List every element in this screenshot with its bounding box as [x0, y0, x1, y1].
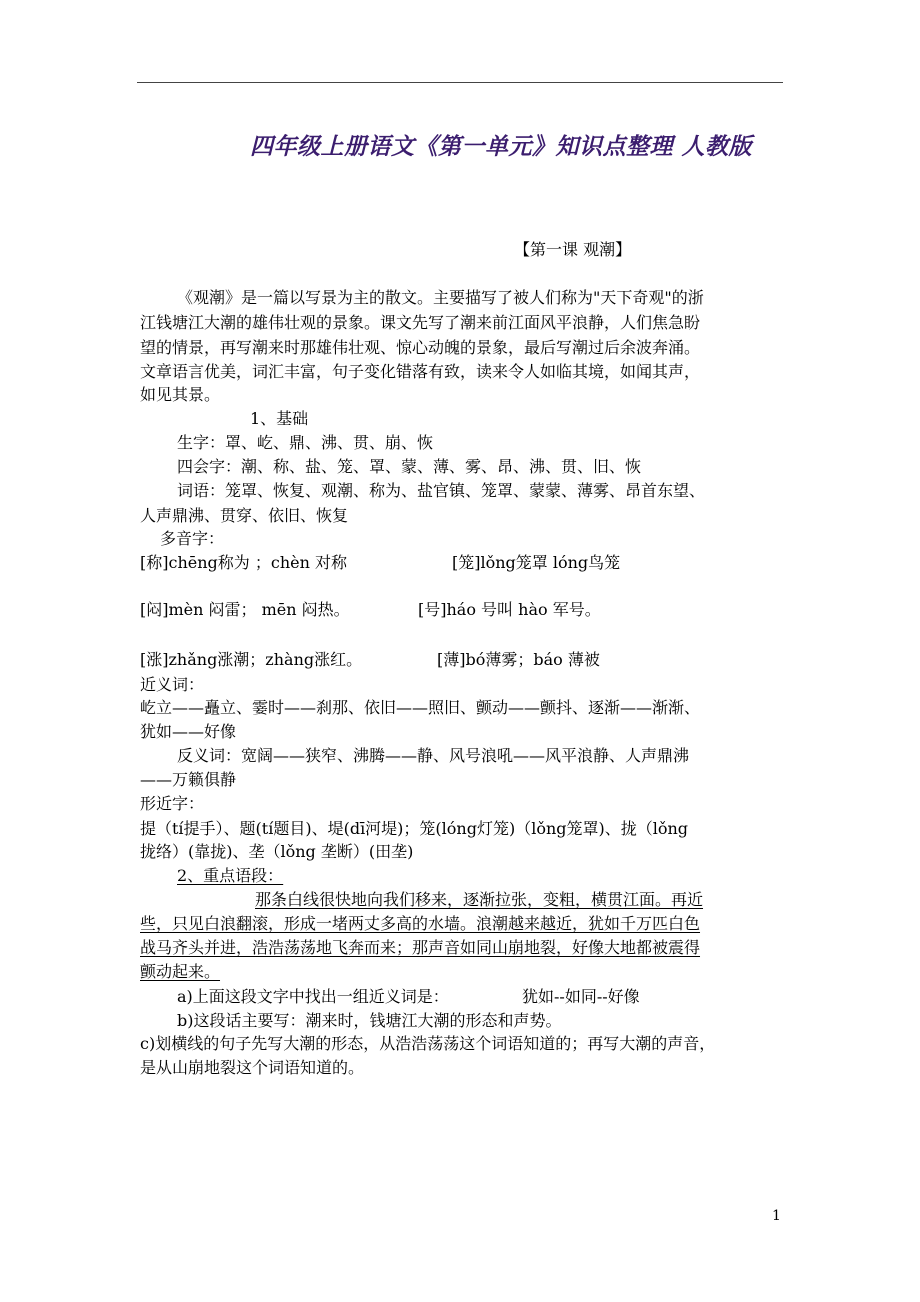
duoyinzi-entry: [薄]bó薄雾；báo 薄被 — [437, 650, 600, 669]
intro-line: 江钱塘江大潮的雄伟壮观的景象。课文先写了潮来前江面风平浪静，人们焦急盼 — [140, 313, 701, 332]
duoyinzi-entry: [笼]lǒng笼罩 lóng鸟笼 — [452, 553, 621, 572]
duoyinzi-entry: [号]háo 号叫 hào 军号。 — [418, 600, 601, 619]
xingjin-line: 拢络）(靠拢)、垄（lǒng 垄断）(田垄) — [140, 842, 414, 861]
document-title: 四年级上册语文《第一单元》知识点整理 人教版 — [250, 134, 753, 160]
question-a: a)上面这段文字中找出一组近义词是： — [177, 987, 449, 1006]
question-c: 是从山崩地裂这个词语知道的。 — [140, 1058, 365, 1077]
question-c: c)划横线的句子先写大潮的形态，从浩浩荡荡这个词语知道的；再写大潮的声音， — [140, 1034, 716, 1053]
jinyi-label: 近义词： — [140, 675, 205, 694]
fanyi-line: ——万籁俱静 — [140, 770, 237, 789]
duoyinzi-label: 多音字： — [160, 529, 225, 548]
intro-line: 《观潮》是一篇以写景为主的散文。主要描写了被人们称为"天下奇观"的浙 — [177, 288, 704, 307]
key-passage-line: 战马齐头并进，浩浩荡荡地飞奔而来；那声音如同山崩地裂，好像大地都被震得 — [140, 938, 701, 957]
duoyinzi-entry: [称]chēng称为 ；chèn 对称 — [140, 553, 347, 572]
duoyinzi-entry: [闷]mèn 闷雷； mēn 闷热。 — [140, 600, 350, 619]
sihuizi-line: 四会字：潮、称、盐、笼、罩、蒙、薄、雾、昂、沸、贯、旧、恢 — [177, 457, 642, 476]
duoyinzi-entry: [涨]zhǎng涨潮；zhàng涨红。 — [140, 650, 363, 669]
fanyi-line: 反义词：宽阔——狭窄、沸腾——静、风号浪吼——风平浪静、人声鼎沸 — [177, 746, 690, 765]
answer-a: 犹如--如同--好像 — [522, 987, 640, 1006]
intro-line: 文章语言优美，词汇丰富，句子变化错落有致，读来令人如临其境，如闻其声， — [140, 362, 701, 381]
key-passage-line: 些，只见白浪翻滚，形成一堵两丈多高的水墙。浪潮越来越近，犹如千万匹白色 — [140, 914, 701, 933]
question-b: b)这段话主要写：潮来时，钱塘江大潮的形态和声势。 — [177, 1011, 562, 1030]
key-passage-line: 那条白线很快地向我们移来，逐渐拉张，变粗，横贯江面。再近 — [255, 890, 704, 909]
xingjin-line: 提（tí提手）、题(tí题目)、堤(dī河堤)；笼(lóng灯笼)（lǒng笼罩)、拢（lǒng — [140, 819, 689, 838]
xingjin-label: 形近字： — [140, 794, 205, 813]
intro-line: 望的情景，再写潮来时那雄伟壮观、惊心动魄的景象，最后写潮过后余波奔涌。 — [140, 338, 701, 357]
basics-heading: 1、基础 — [250, 409, 309, 428]
header-rule — [137, 82, 783, 83]
key-passage-heading: 2、重点语段： — [177, 866, 284, 885]
lesson-heading: 【第一课 观潮】 — [514, 240, 632, 259]
ciyu-line: 词语：笼罩、恢复、观潮、称为、盐官镇、笼罩、蒙蒙、薄雾、昂首东望、 — [177, 481, 706, 500]
page-number: 1 — [772, 1208, 781, 1224]
jinyi-line: 屹立——矗立、霎时——刹那、依旧——照旧、颤动——颤抖、逐渐——渐渐、 — [140, 698, 701, 717]
intro-line: 如见其景。 — [140, 385, 221, 404]
key-passage-line: 颤动起来。 — [140, 962, 221, 981]
ciyu-line: 人声鼎沸、贯穿、依旧、恢复 — [140, 506, 349, 525]
shengzi-line: 生字：罩、屹、鼎、沸、贯、崩、恢 — [177, 433, 434, 452]
jinyi-line: 犹如——好像 — [140, 722, 237, 741]
